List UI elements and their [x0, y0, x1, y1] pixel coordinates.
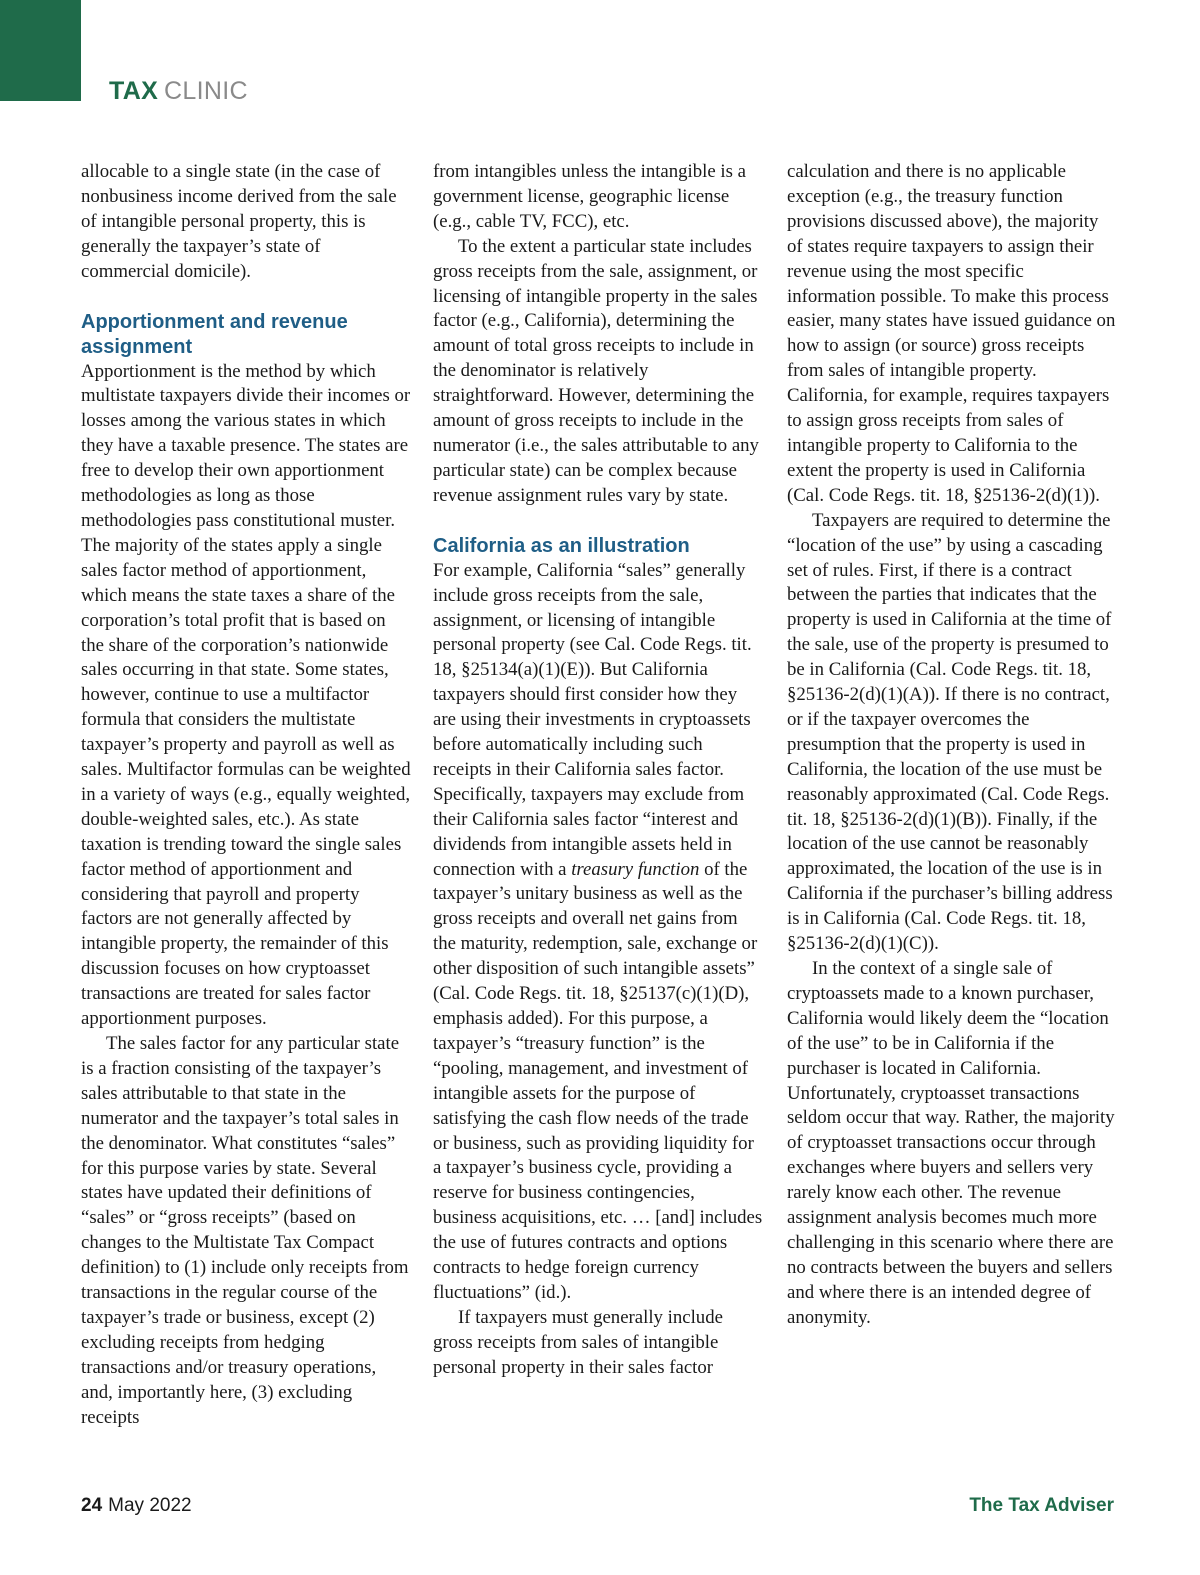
col2-paragraph-4: If taxpayers must generally include gross receipts from sales of intangible personal property in their sales factor: [433, 1306, 723, 1378]
heading-california: California as an illustration: [433, 534, 690, 557]
column-2: [433, 160, 763, 1381]
column-3: [787, 160, 1117, 1331]
column-1: [81, 160, 411, 1431]
col2-paragraph-3-start: For example, California “sales” generally include gross receipts from the sale, assignment, or licensing of intangible personal property (see Cal. Code Regs. tit. 18, §25134(a)(1)(E)). But California taxpayers should first consider how they are using their investments in cryptoassets before automatically including such receipts in their California sales factor. Specifically, taxpayers may exclude from their California sales factor “interest and dividends from intangible assets held in connection with a: [433, 559, 752, 880]
heading-apportionment: Apportionment and revenue assignment: [81, 310, 348, 358]
col1-paragraph-1: allocable to a single state (in the case of nonbusiness income derived from the sale of intangible personal property, this is generally the taxpayer’s state of commercial domicile).: [81, 161, 397, 282]
treasury-function-emphasis: treasury function: [571, 858, 700, 880]
col2-paragraph-1: from intangibles unless the intangible is a government license, geographic license (e.g., cable TV, FCC), etc.: [433, 161, 746, 232]
col2-paragraph-3: [433, 559, 763, 1306]
page-number: 24: [81, 1495, 103, 1516]
col2-paragraph-2: To the extent a particular state includes gross receipts from the sale, assignment, or licensing of intangible property in the sales factor (e.g., California), determining the amount of total gross receipts to include in the denominator is relatively straightforward. However, determining the amount of gross receipts to include in the numerator (i.e., the sales attributable to any particular state) can be complex because revenue assignment rules vary by state.: [433, 235, 759, 506]
corner-color-block: [0, 0, 81, 101]
publication-name: The Tax Adviser: [969, 1495, 1114, 1516]
col1-paragraph-2: Apportionment is the method by which multistate taxpayers divide their incomes or losses among the various states in which they have a taxable presence. The states are free to develop their own apportionment methodologies as long as those methodologies pass constitutional muster. The majority of the states apply a single sales factor method of apportionment, which means the state taxes a share of the corporation’s total profit that is based on the share of the corporation’s nationwide sales occurring in that state. Some states, however, continue to use a multifactor formula that considers the multistate taxpayer’s property and payroll as well as sales. Multifactor formulas can be weighted in a variety of ways (e.g., equally weighted, double-weighted sales, etc.). As state taxation is trending toward the single sales factor method of apportionment and considering that payroll and property factors are not generally affected by intangible property, the remainder of this discussion focuses on how cryptoasset transactions are treated for sales factor apportionment purposes.: [81, 360, 411, 1030]
col1-paragraph-3: The sales factor for any particular state is a fraction consisting of the taxpayer’s sales attributable to that state in the numerator and the taxpayer’s total sales in the denominator. What constitutes “sales” for this purpose varies by state. Several states have updated their definitions of “sales” or “gross receipts” (based on changes to the Multistate Tax Compact definition) to (1) include only receipts from transactions in the regular course of the taxpayer’s trade or business, except (2) excluding receipts from hedging transactions and/or treasury operations, and, importantly here, (3) excluding receipts: [81, 1033, 409, 1428]
section-header-bold: TAX: [109, 77, 159, 105]
section-header-light: CLINIC: [164, 77, 248, 105]
section-header: [109, 77, 248, 106]
col2-paragraph-3-end: of the taxpayer’s unitary business as well as the gross receipts and overall net gains from the maturity, redemption, sale, exchange or other disposition of such intangible assets” (Cal. Code Regs. tit. 18, §25137(c)(1)(D), emphasis added). For this purpose, a taxpayer’s “treasury function” is the “pooling, management, and investment of intangible assets for the purpose of satisfying the cash flow needs of the trade or business, such as providing liquidity for a taxpayer’s business cycle, providing a reserve for business contingencies, business acquisitions, etc. … [and] includes the use of futures contracts and options contracts to hedge foreign currency fluctuations” (id.).: [433, 858, 763, 1303]
issue-date: May 2022: [108, 1495, 192, 1516]
footer-page-info: [81, 1495, 192, 1517]
col3-paragraph-2: Taxpayers are required to determine the “location of the use” by using a cascading set of rules. First, if there is a contract between the parties that indicates that the property is used in California at the time of the sale, use of the property is presumed to be in California (Cal. Code Regs. tit. 18, §25136-2(d)(1)(A)). If there is no contract, or if the taxpayer overcomes the presumption that the property is used in California, the location of the use must be reasonably approximated (Cal. Code Regs. tit. 18, §25136-2(d)(1)(B)). Finally, if the location of the use cannot be reasonably approximated, the location of the use is in California if the purchaser’s billing address is in California (Cal. Code Regs. tit. 18, §25136-2(d)(1)(C)).: [787, 509, 1113, 955]
col3-paragraph-1: calculation and there is no applicable exception (e.g., the treasury function provisions discussed above), the majority of states require taxpayers to assign their revenue using the most specific information possible. To make this process easier, many states have issued guidance on how to assign (or source) gross receipts from sales of intangible property. California, for example, requires taxpayers to assign gross receipts from sales of intangible property to California to the extent the property is used in California (Cal. Code Regs. tit. 18, §25136-2(d)(1)).: [787, 161, 1116, 506]
col3-paragraph-3: In the context of a single sale of cryptoassets made to a known purchaser, California would likely deem the “location of the use” to be in California if the purchaser is located in California. Unfortunately, cryptoasset transactions seldom occur that way. Rather, the majority of cryptoasset transactions occur through exchanges where buyers and sellers very rarely know each other. The revenue assignment analysis becomes much more challenging in this scenario where there are no contracts between the buyers and sellers and where there is an intended degree of anonymity.: [787, 958, 1115, 1328]
